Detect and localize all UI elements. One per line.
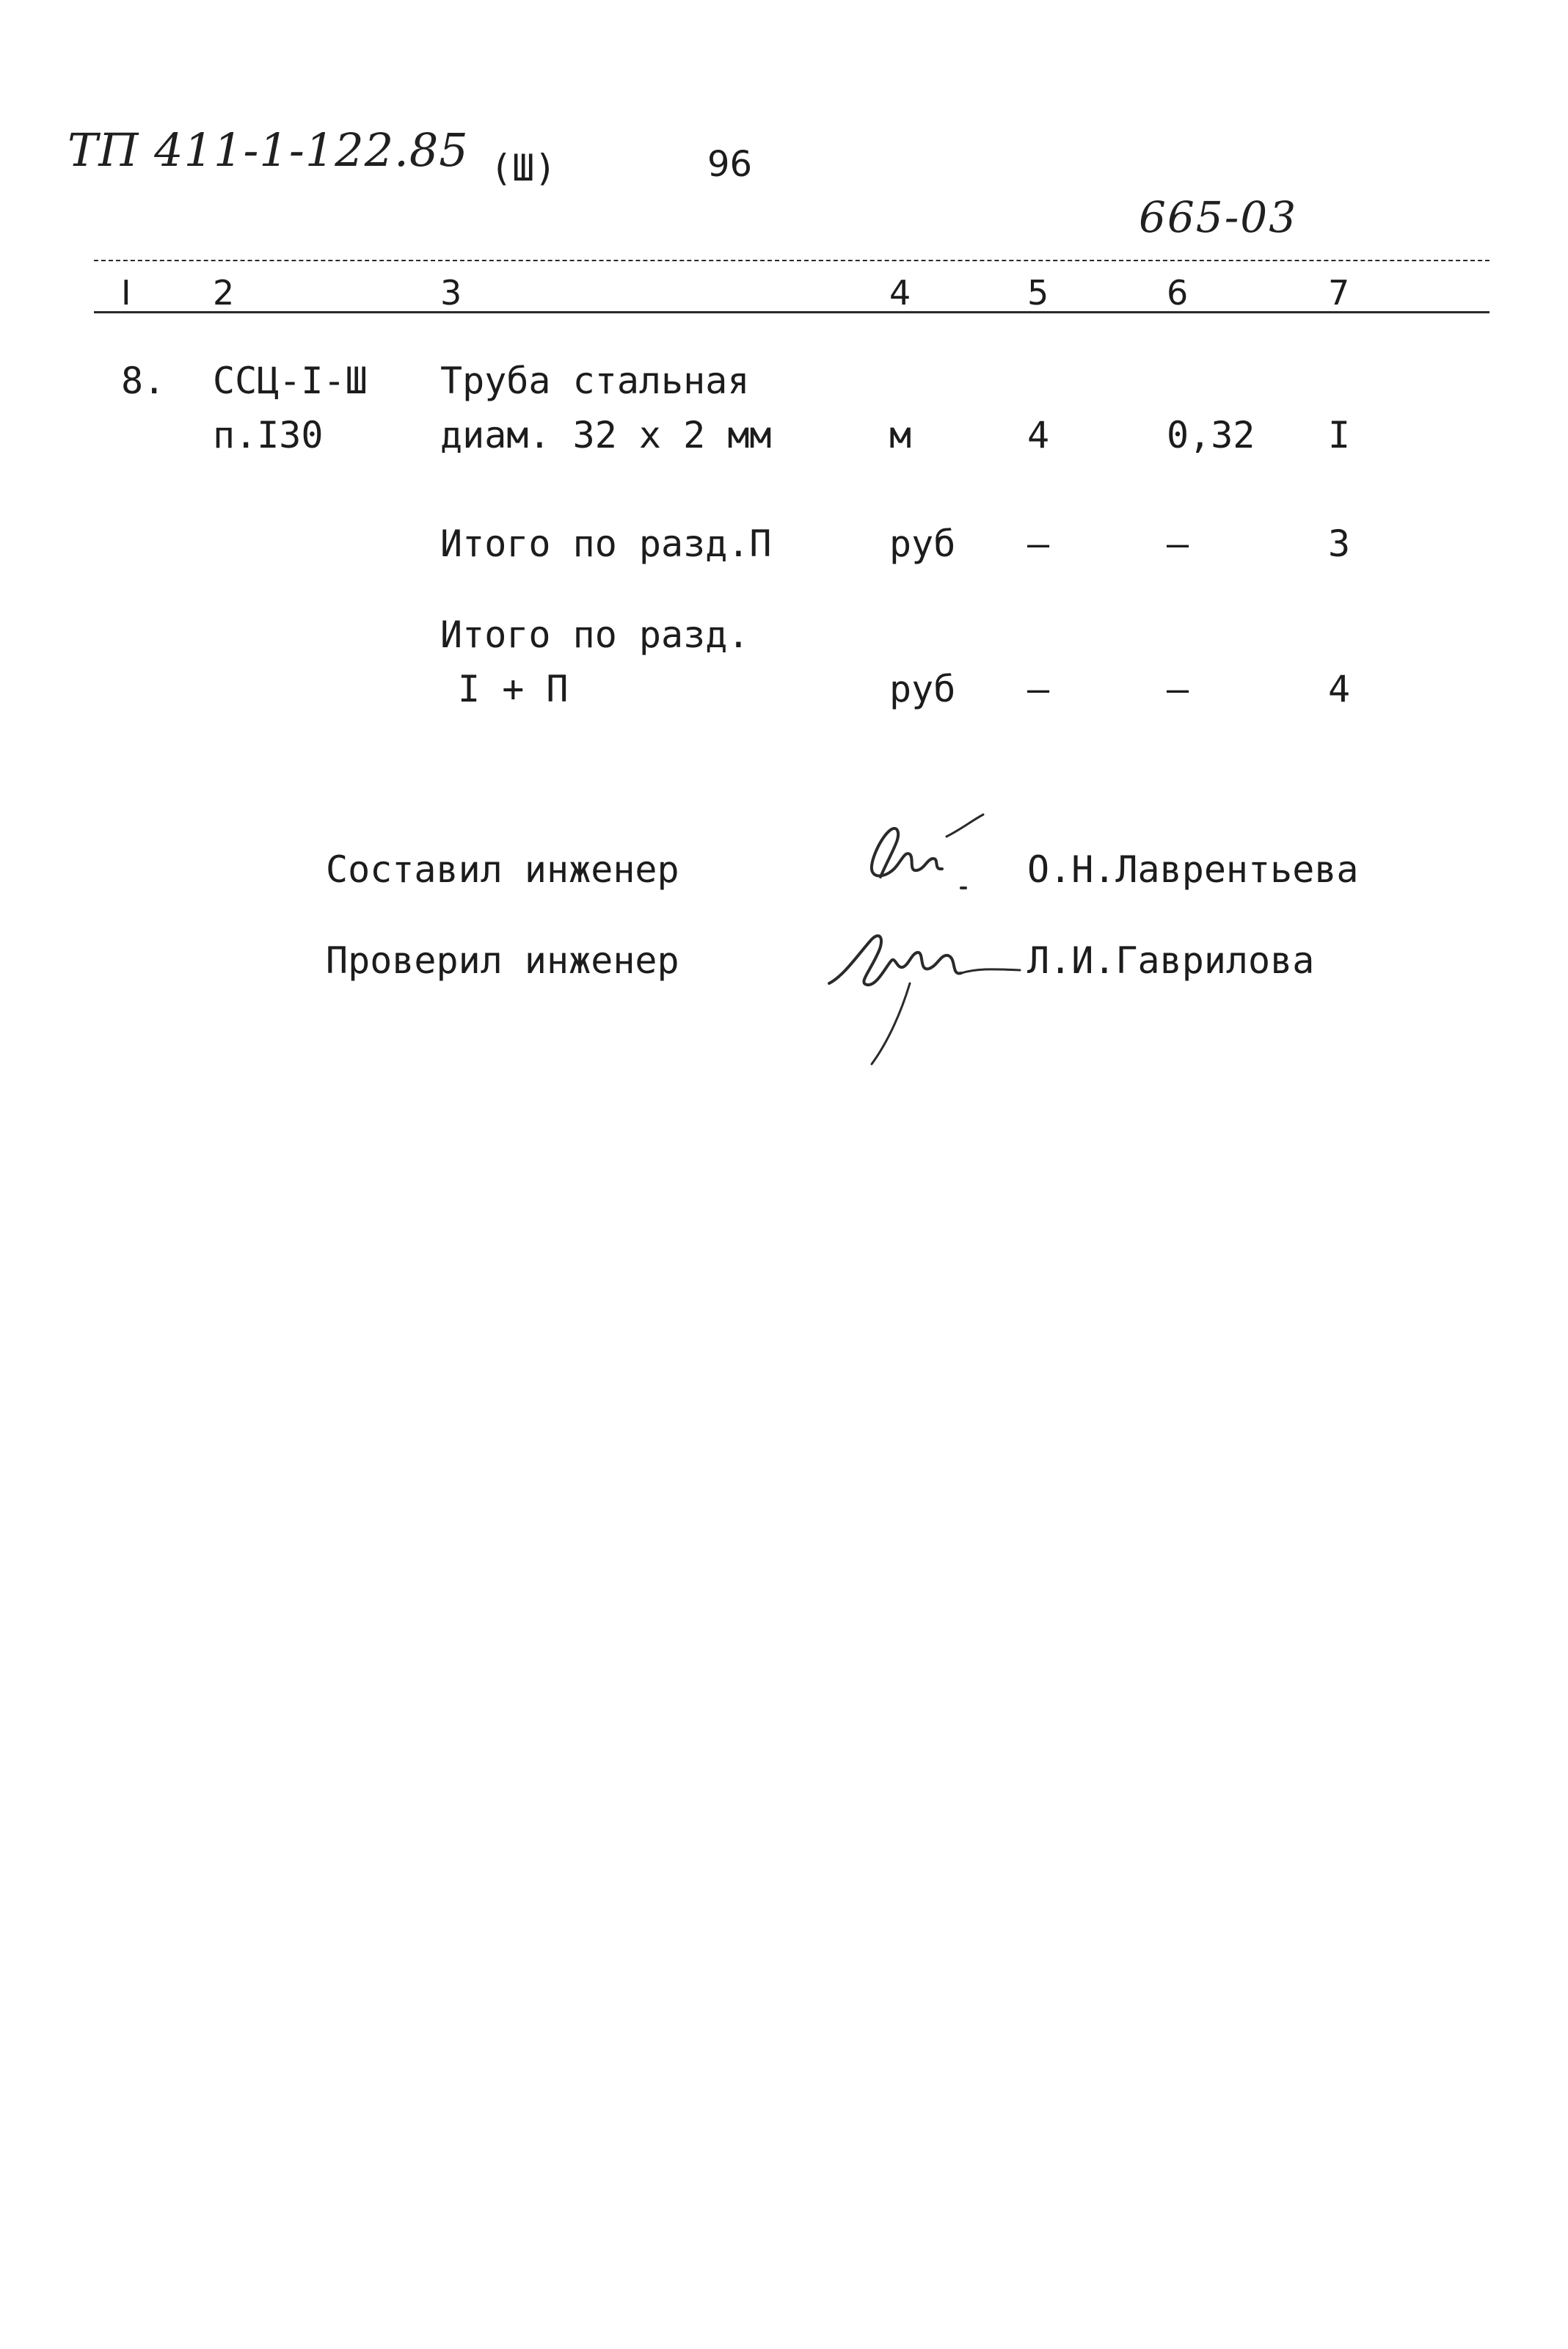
total: 3: [1328, 522, 1351, 565]
column-header-7: 7: [1328, 273, 1350, 313]
subtotal-sections: I + П: [458, 668, 569, 710]
total: 4: [1328, 668, 1351, 710]
row-number: 8.: [121, 360, 166, 402]
item-name-detail: диам. 32 х 2 мм: [440, 414, 772, 456]
column-header-1: I: [121, 273, 131, 313]
reference-code: ССЦ-I-Ш: [213, 360, 368, 402]
subtotal-label: Итого по разд.: [440, 613, 750, 656]
subtotal-label: Итого по разд.П: [440, 522, 772, 565]
checked-by-role: Проверил инженер: [326, 939, 679, 982]
unit-price: –: [1167, 668, 1189, 710]
column-header-6: 6: [1167, 273, 1189, 313]
table-header-rule: [94, 311, 1489, 313]
column-header-2: 2: [213, 273, 235, 313]
reference-item: п.I30: [213, 414, 324, 456]
column-header-5: 5: [1027, 273, 1049, 313]
table-top-rule: [94, 260, 1489, 261]
quantity: 4: [1027, 414, 1050, 456]
column-header-3: 3: [440, 273, 462, 313]
unit-price: –: [1167, 522, 1189, 565]
unit-price: 0,32: [1167, 414, 1255, 456]
total: I: [1328, 414, 1351, 456]
compiled-by-name: О.Н.Лаврентьева: [1027, 848, 1359, 891]
unit: руб: [889, 522, 956, 565]
signature-compiler-icon: [851, 807, 1020, 903]
section-label: (Ш): [490, 147, 557, 189]
sheet-id: 665-03: [1139, 192, 1298, 242]
unit: руб: [889, 668, 956, 710]
page-number: 96: [707, 144, 753, 185]
column-header-4: 4: [889, 273, 911, 313]
checked-by-name: Л.И.Гаврилова: [1027, 939, 1315, 982]
unit: м: [889, 414, 912, 456]
item-name: Труба стальная: [440, 360, 750, 402]
compiled-by-role: Составил инженер: [326, 848, 679, 891]
quantity: –: [1027, 522, 1050, 565]
document-code: ТП 411-1-122.85: [68, 123, 469, 177]
quantity: –: [1027, 668, 1050, 710]
signature-checker-icon: [814, 910, 1035, 1071]
